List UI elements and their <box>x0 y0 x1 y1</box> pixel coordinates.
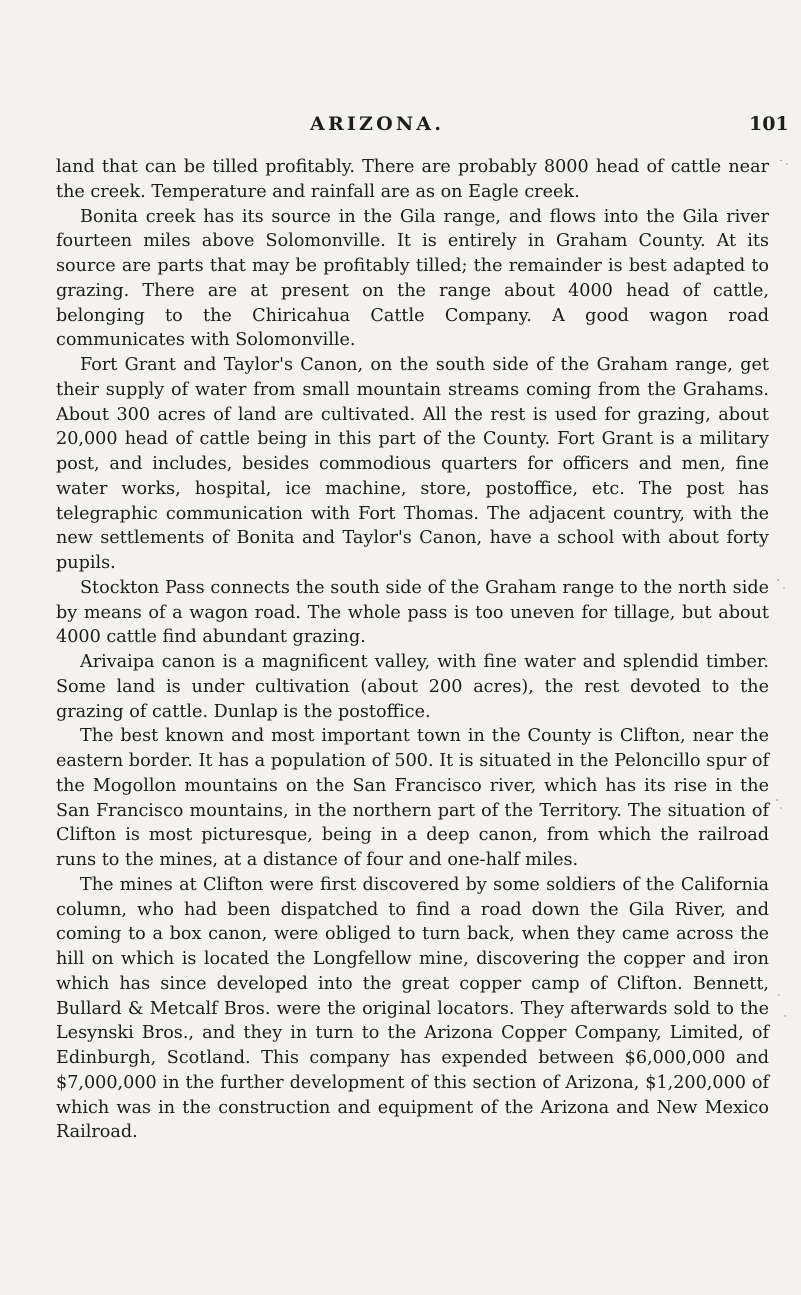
page-number: 101 <box>749 113 789 135</box>
paragraph-stockton-pass: Stockton Pass connects the south side of the Graham range to the north side by means of a wagon road. The whole pass is too uneven for tillage, but about 4000 cattle find abundant grazing. <box>56 577 769 648</box>
body-text <box>56 155 769 1145</box>
paragraph-fort-grant: Fort Grant and Taylor's Canon, on the south side of the Graham range, get their supply of water from small mountain streams coming from the Grahams. About 300 acres of land are cultivated. All the rest is used for grazing, about 20,000 head of cattle being in this part of the County. Fort Grant is a military post, and includes, besides commodious quarters for officers and men, fine water works, hospital, ice machine, store, postoffice, etc. The post has telegraphic communication with Fort Thomas. The adjacent country, with the new settlements of Bonita and Taylor's Canon, have a school with about forty pupils. <box>56 355 769 573</box>
margin-print-specks <box>775 160 801 1060</box>
paragraph-bonita-creek: Bonita creek has its source in the Gila range, and flows into the Gila river fourteen miles above Solomonville. It is entirely in Graham County. At its source are parts that may be profitably tilled; the remainder is best adapted to grazing. There are at present on the range about 4000 head of cattle, belonging to the Chiricahua Cattle Company. A good wagon road communicates with Solomonville. <box>56 206 769 351</box>
paragraph-clifton: The best known and most important town in the County is Clifton, near the eastern border. It has a population of 500. It is situated in the Peloncillo spur of the Mogollon mountains on the San Francisco river, which has its rise in the San Francisco mountains, in the northern part of the Territory. The situation of Clifton is most picturesque, being in a deep canon, from which the railroad runs to the mines, at a distance of four and one-half miles. <box>56 726 769 870</box>
paragraph-arivaipa-canon: Arivaipa canon is a magnificent valley, with fine water and splendid timber. Some land is under cultivation (about 200 acres), the rest devoted to the grazing of cattle. Dunlap is the postoffice. <box>56 652 769 722</box>
paragraph-eagle-creek-continuation: land that can be tilled profitably. There are probably 8000 head of cattle near the creek. Temperature and rainfall are as on Eagle creek. <box>56 157 769 202</box>
page-header <box>0 113 801 139</box>
paragraph-clifton-mines: The mines at Clifton were first discovered by some soldiers of the California column, who had been dispatched to find a road down the Gila River, and coming to a box canon, were obliged to turn back, when they came across the hill on which is located the Longfellow mine, discovering the copper and iron which has since developed into the great copper camp of Clifton. Bennett, Bullard & Metcalf Bros. were the original locators. They afterwards sold to the Lesynski Bros., and they in turn to the Arizona Copper Company, Limited, of Edinburgh, Scotland. This company has expended between $6,000,000 and $7,000,000 in the further development of this section of Arizona, $1,200,000 of which was in the construction and equipment of the Arizona and New Mexico Railroad. <box>56 874 769 1143</box>
running-head: ARIZONA. <box>310 113 445 135</box>
